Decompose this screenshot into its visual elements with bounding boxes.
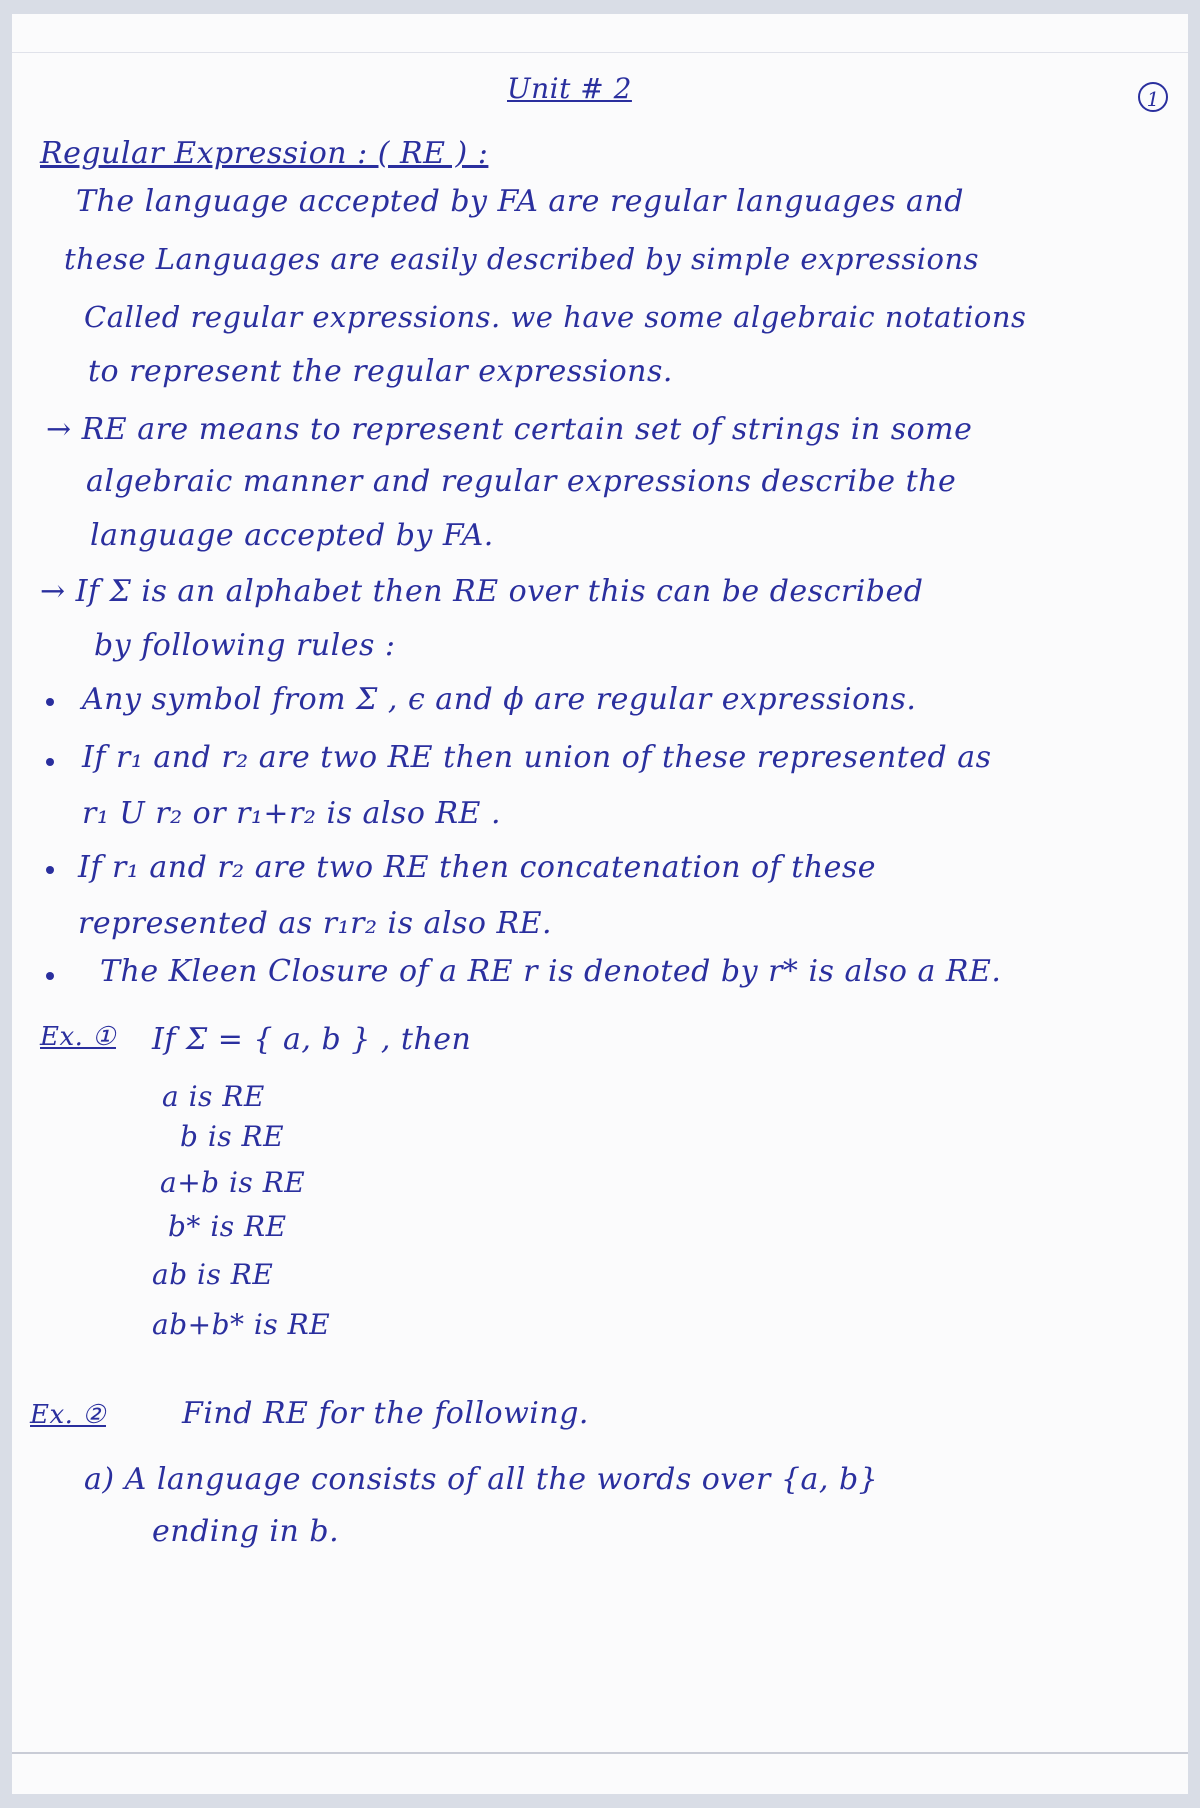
example-1-statement: If Σ = { a, b } , then [152, 1022, 472, 1057]
example-1-item: ab+b* is RE [152, 1308, 331, 1341]
notes-page [12, 14, 1188, 1794]
top-rule [12, 52, 1188, 53]
arrow-point-1-line-3: language accepted by FA. [90, 518, 494, 553]
bullet-2-line-1: If r₁ and r₂ are two RE then union of these represented as [82, 740, 992, 775]
example-1-item: b is RE [180, 1120, 285, 1153]
arrow-point-1-line-2: algebraic manner and regular expressions describe the [86, 464, 957, 499]
arrow-point-2-line-1: → If Σ is an alphabet then RE over this can be described [40, 574, 924, 609]
section-title: Regular Expression : ( RE ) : [40, 136, 489, 171]
bullet-dot [46, 866, 54, 874]
bullet-3-line-2: represented as r₁r₂ is also RE. [78, 906, 553, 941]
example-2-statement: Find RE for the following. [182, 1396, 589, 1431]
bullet-dot [46, 758, 54, 766]
bullet-2-line-2: r₁ U r₂ or r₁+r₂ is also RE . [82, 796, 502, 831]
bottom-rule [12, 1752, 1188, 1754]
bullet-dot [46, 698, 54, 706]
arrow-point-1-line-1: → RE are means to represent certain set of strings in some [46, 412, 973, 447]
example-2-part-a-line-2: ending in b. [152, 1514, 340, 1549]
intro-line-1: The language accepted by FA are regular languages and [76, 184, 964, 219]
intro-line-3: Called regular expressions. we have some algebraic notations [84, 300, 1027, 334]
example-1-item: a is RE [162, 1080, 265, 1113]
page-number-circle: 1 [1138, 82, 1168, 112]
bullet-dot [46, 972, 54, 980]
arrow-point-2-line-2: by following rules : [94, 628, 396, 663]
bullet-1-line-1: Any symbol from Σ , ϵ and ϕ are regular expressions. [82, 682, 917, 717]
intro-line-2: these Languages are easily described by simple expressions [64, 242, 980, 276]
example-2-label: Ex. ② [30, 1400, 106, 1430]
example-1-label: Ex. ① [40, 1022, 116, 1052]
unit-heading: Unit # 2 [507, 72, 632, 105]
bullet-4-line-1: The Kleen Closure of a RE r is denoted by r* is also a RE. [100, 954, 1002, 989]
example-2-part-a-line-1: a) A language consists of all the words over {a, b} [84, 1462, 879, 1497]
example-1-item: b* is RE [168, 1210, 287, 1243]
example-1-item: ab is RE [152, 1258, 274, 1291]
bullet-3-line-1: If r₁ and r₂ are two RE then concatenation of these [78, 850, 877, 885]
intro-line-4: to represent the regular expressions. [88, 354, 673, 389]
example-1-item: a+b is RE [160, 1166, 306, 1199]
